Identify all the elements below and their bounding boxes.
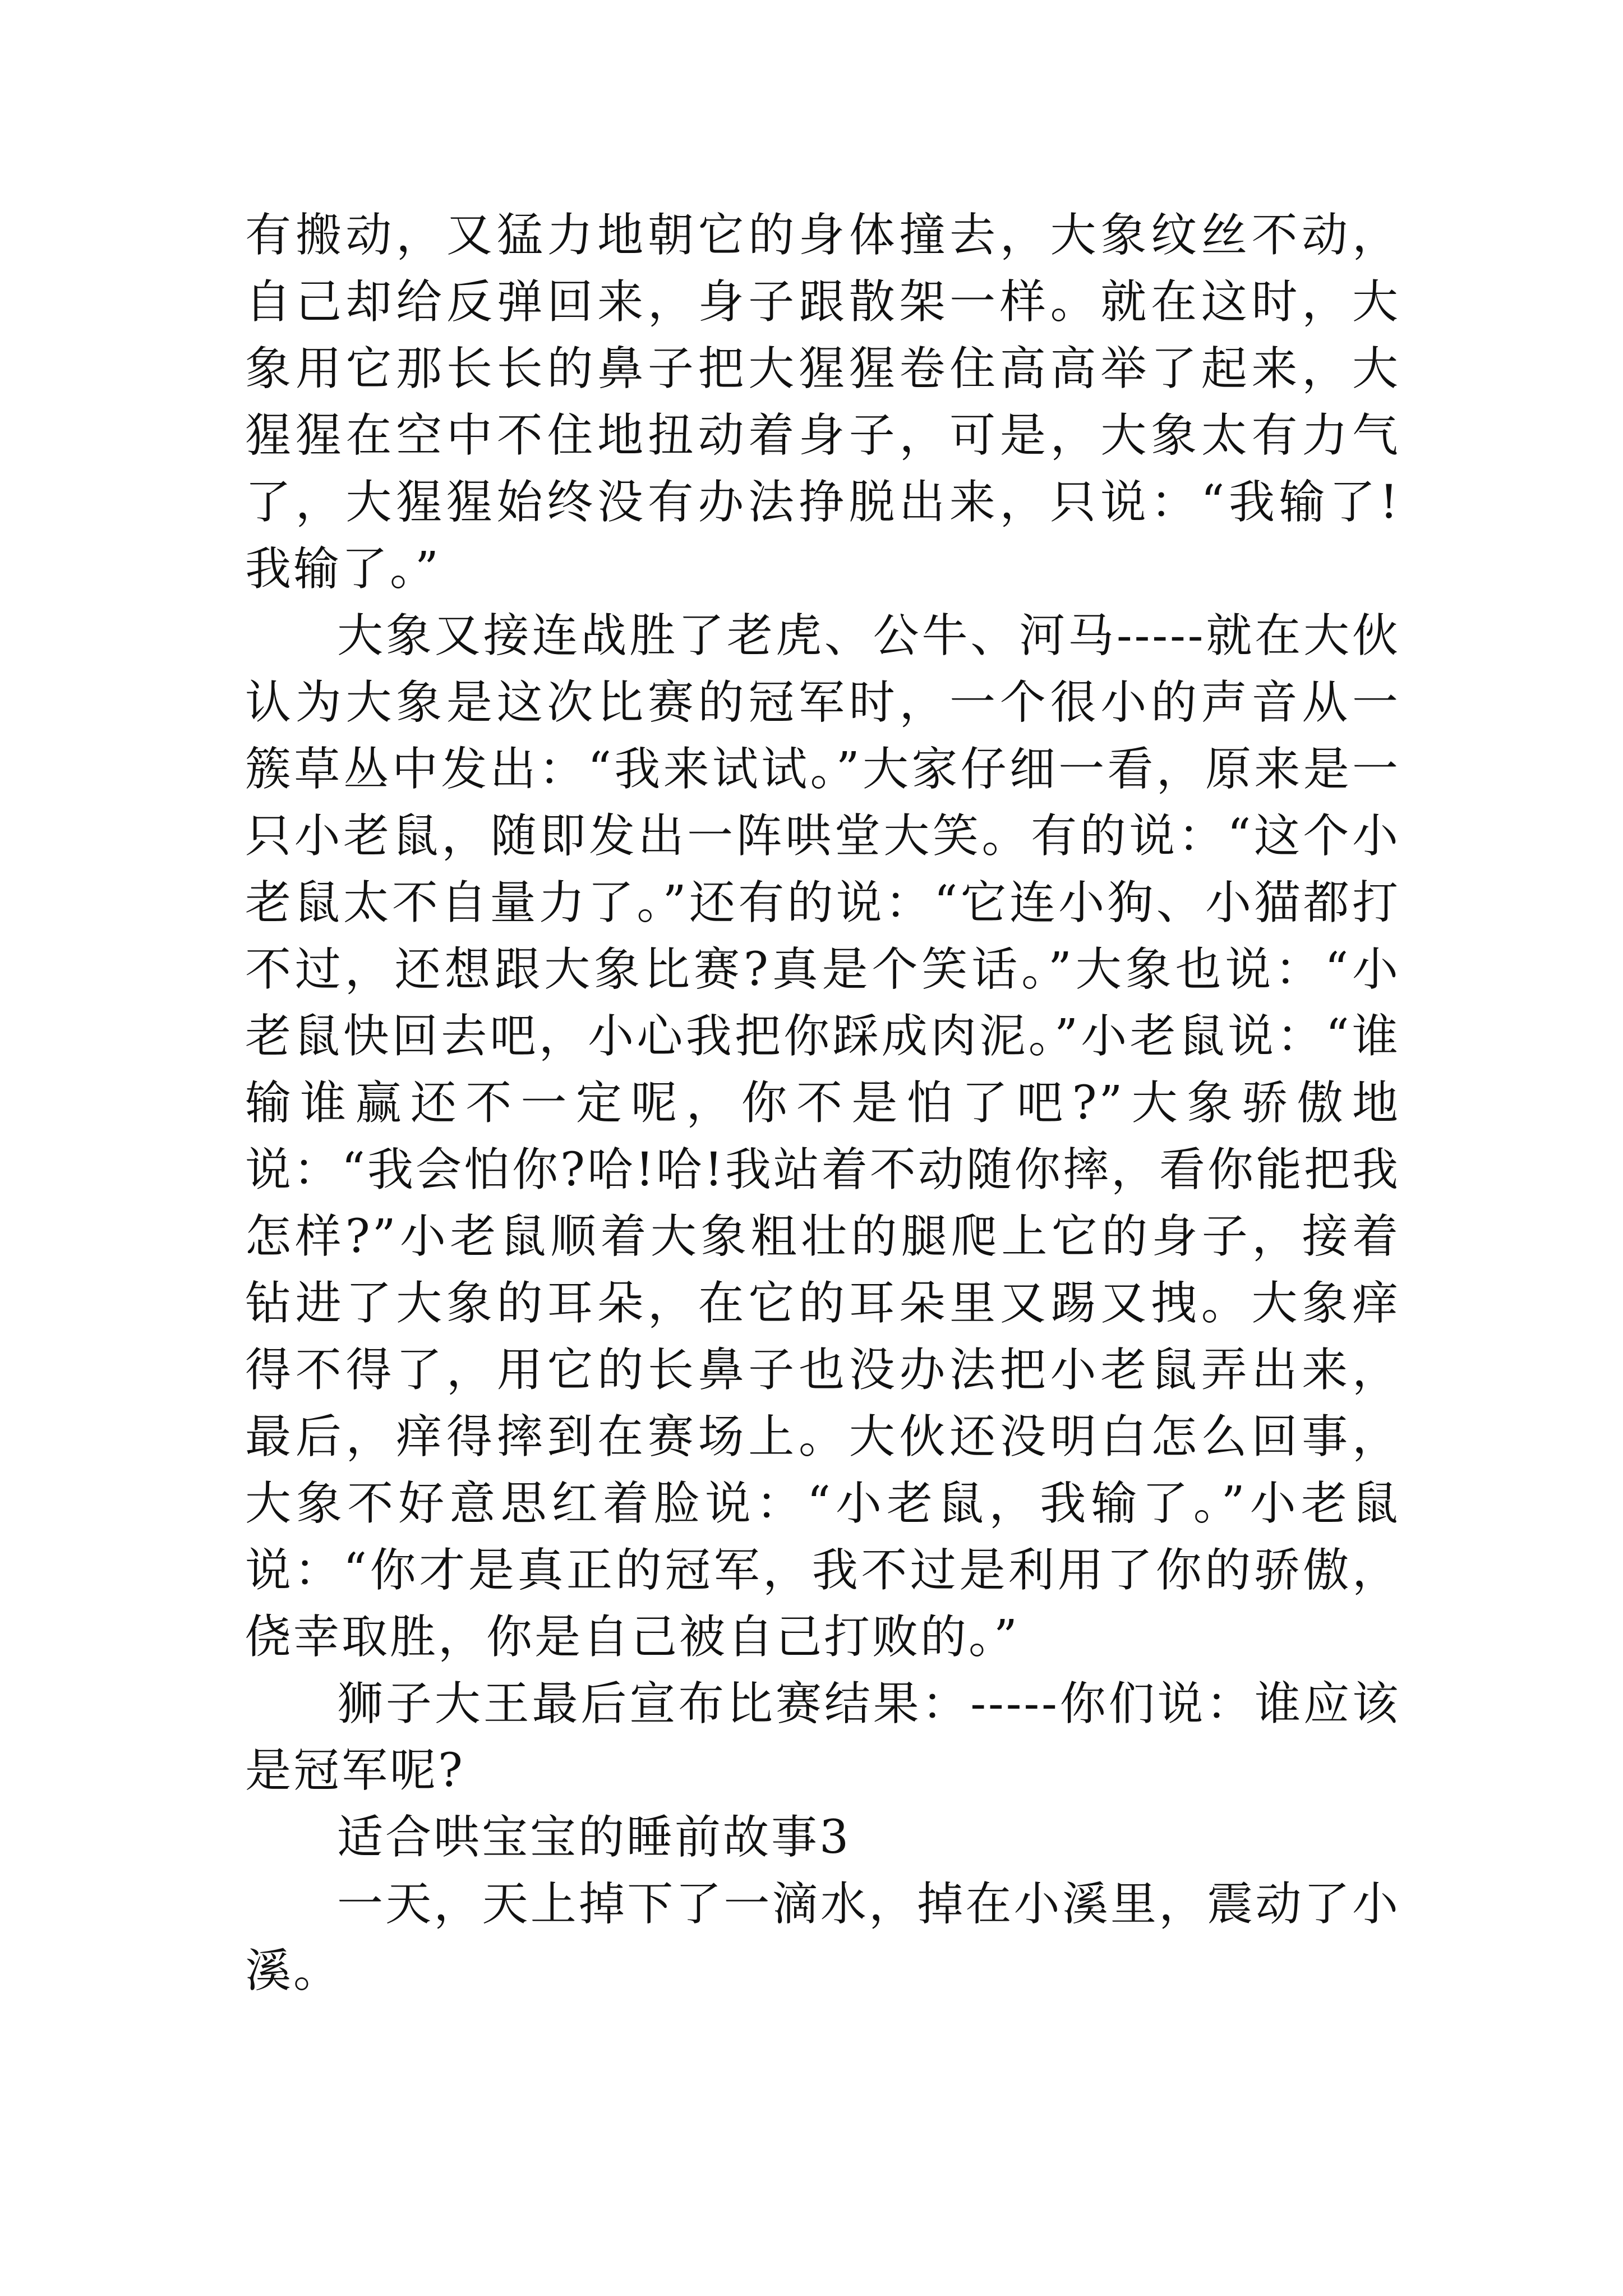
- story-heading: 适合哄宝宝的睡前故事3: [337, 1811, 851, 1864]
- paragraph-elephant-wins: 大象又接连战胜了老虎、公牛、河马-----就在大伙认为大象是这次比赛的冠军时，一个很小的声音从一簇草丛中发出：“我来试试。”大家仔细一看，原来是一只小老鼠，随即发出一阵哄堂大笑。有的说：“这个小老鼠太不自量力了。”还有的说：“它连小狗、小猫都打不过，还想跟大象比赛?真是个笑话。”大象也说：“小老鼠快回去吧，小心我把你踩成肉泥。”小老鼠说：“谁输谁赢还不一定呢，你不是怕了吧?”大象骄傲地说：“我会怕你?哈!哈!我站着不动随你摔，看你能把我怎样?”小老鼠顺着大象粗壮的腿爬上它的身子，接着钻进了大象的耳朵，在它的耳朵里又踢又拽。大象痒得不得了，用它的长鼻子也没办法把小老鼠弄出来，最后，痒得摔到在赛场上。大伙还没明白怎么回事，大象不好意思红着脸说：“小老鼠，我输了。”小老鼠说：“你才是真正的冠军，我不过是利用了你的骄傲，侥幸取胜，你是自己被自己打败的。”: [245, 609, 1400, 1664]
- body-text: [245, 202, 1400, 2004]
- paragraph-lion-king-result: 狮子大王最后宣布比赛结果：-----你们说：谁应该是冠军呢?: [245, 1677, 1400, 1797]
- paragraph-continuation: 有搬动，又猛力地朝它的身体撞去，大象纹丝不动，自己却给反弹回来，身子跟散架一样。就在这时，大象用它那长长的鼻子把大猩猩卷住高高举了起来，大猩猩在空中不住地扭动着身子，可是，大象太有力气了，大猩猩始终没有办法挣脱出来，只说：“我输了!我输了。”: [245, 209, 1400, 596]
- paragraph-story-3-opening: 一天，天上掉下了一滴水，掉在小溪里，震动了小溪。: [245, 1878, 1400, 1998]
